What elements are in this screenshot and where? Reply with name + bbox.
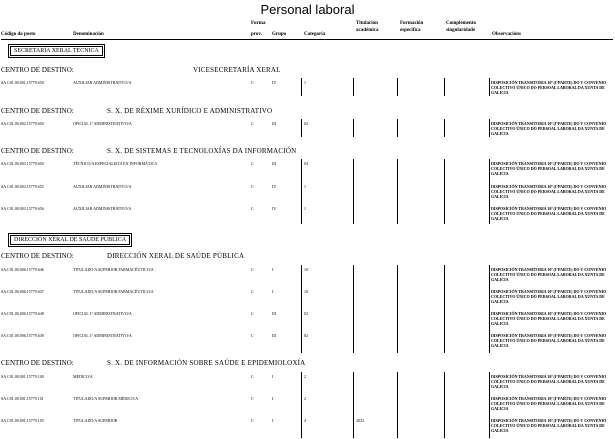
header-grupo: Grupo [272,32,287,37]
row-observacions: DISPOSICIÓN TRANSITORIA 10ª (I°PARTE) DO V CONVENIO COLECTIVO ÚNICO DO PERSOAL LABORAL DA XUNTA DE GALICIA [491,184,607,199]
row-code: SA.C01.00.006.15779.646 [1,267,44,272]
row-forma: C [251,374,254,379]
row-forma: C [251,121,254,126]
row-grupo: III [272,333,276,338]
header-singularidade: singularidade [446,28,476,33]
row-code: SA.C01.00.006.15779.647 [1,289,44,294]
centro-name: S. X. DE INFORMACIÓN SOBRE SAÚDE E EPIDEMIOLOXÍA [107,359,306,367]
row-grupo: IV [272,184,277,189]
row-denominacion: TITULADO/A SUPERIOR FARMACÉUTICO/A [73,289,154,294]
row-code: SA.C01.00.006.15779.648 [1,311,44,316]
header-academica: académica [356,28,379,33]
header-prov: prov. [251,32,262,37]
centro-label: CENTRO DE DESTINO: [1,107,74,115]
header-denominacion: Denominación [73,32,104,37]
centro-label: CENTRO DE DESTINO: [1,252,74,260]
row-forma: C [251,206,254,211]
row-categoria: 1 [304,80,306,85]
row-observacions: DISPOSICIÓN TRANSITORIA 10ª (I°PARTE) DO V CONVENIO COLECTIVO ÚNICO DO PERSOAL LABORAL DA XUNTA DE GALICIA [491,418,607,433]
row-forma: C [251,184,254,189]
row-forma: C [251,311,254,316]
row-grupo: I [272,289,274,294]
row-categoria: 10 [304,289,308,294]
row-observacions: DISPOSICIÓN TRANSITORIA 10ª (I°PARTE) DO V CONVENIO COLECTIVO ÚNICO DO PERSOAL LABORAL DA XUNTA DE GALICIA [491,267,607,282]
row-forma: C [251,289,254,294]
row-denominacion: OFICIAL 1ª ADMINISTRATIVO/A [73,311,132,316]
page-title: Personal laboral [260,2,355,17]
row-code: SA.C01.00.001.15779.101 [1,396,44,401]
row-observacions: DISPOSICIÓN TRANSITORIA 10ª (I°PARTE) DO V CONVENIO COLECTIVO ÚNICO DO PERSOAL LABORAL DA XUNTA DE GALICIA [491,206,607,221]
row-denominacion: TÉCNICO/A ESPECIALISTA EN INFORMÁTICA [73,161,158,166]
row-code: SA.C01.00.001.15779.100 [1,374,44,379]
row-grupo: III [272,161,276,166]
header-codigo: Código do posto [1,32,36,37]
row-forma: C [251,267,254,272]
header-titulacion: Titulación [356,21,378,26]
row-categoria: 2 [304,374,306,379]
centro-name: S. X. DE RÉXIME XURÍDICO E ADMINISTRATIVO [107,107,273,115]
row-forma: C [251,396,254,401]
row-forma: C [251,161,254,166]
row-denominacion: AUXILIAR ADMINISTRATIVO/A [73,206,132,211]
row-grupo: IV [272,206,277,211]
row-categoria: 04 [304,161,308,166]
row-categoria: 1 [304,206,306,211]
row-forma: C [251,80,254,85]
section-box: SECRETARÍA XERAL TÉCNICA [10,46,103,56]
row-grupo: I [272,396,274,401]
row-observacions: DISPOSICIÓN TRANSITORIA 10ª (I°PARTE) DO V CONVENIO COLECTIVO ÚNICO DO PERSOAL LABORAL DA XUNTA DE GALICIA [491,121,607,136]
row-code: SA.C01.00.003.15779.650 [1,161,44,166]
row-denominacion: AUXILIAR ADMINISTRATIVO/A [73,80,132,85]
row-code: SA.C01.00.003.15779.656 [1,206,44,211]
row-observacions: DISPOSICIÓN TRANSITORIA 10ª (I°PARTE) DO V CONVENIO COLECTIVO ÚNICO DO PERSOAL LABORAL DA XUNTA DE GALICIA [491,161,607,176]
row-forma: C [251,333,254,338]
row-denominacion: TITULADO/A SUPERIOR MÉDICO/A [73,396,139,401]
centro-name: S. X. DE SISTEMAS E TECNOLOXÍAS DA INFORMACIÓN [107,147,297,155]
row-observacions: DISPOSICIÓN TRANSITORIA 10ª (I°PARTE) DO V CONVENIO COLECTIVO ÚNICO DO PERSOAL LABORAL DA XUNTA DE GALICIA [491,80,607,95]
header-formacion: Formación [400,21,424,26]
header-complemento: Complemento [446,21,476,26]
row-denominacion: TITULADO/A SUPERIOR FARMACÉUTICO/A [73,267,154,272]
row-grupo: III [272,121,276,126]
row-observacions: DISPOSICIÓN TRANSITORIA 10ª (I°PARTE) DO V CONVENIO COLECTIVO ÚNICO DO PERSOAL LABORAL DA XUNTA DE GALICIA [491,374,607,389]
row-grupo: I [272,418,274,423]
section-box: DIRECCIÓN XERAL DE SAÚDE PÚBLICA [10,235,130,245]
row-observacions: DISPOSICIÓN TRANSITORIA 10ª (I°PARTE) DO V CONVENIO COLECTIVO ÚNICO DO PERSOAL LABORAL DA XUNTA DE GALICIA [491,333,607,348]
centro-label: CENTRO DE DESTINO: [1,359,74,367]
header-observacions: Observacións [492,32,521,37]
row-categoria: 2 [304,396,306,401]
header-forma: Forma [251,21,266,26]
row-forma: C [251,418,254,423]
row-categoria: 02 [304,121,308,126]
row-denominacion: OFICIAL 1ª ADMINISTRATIVO/A [73,333,132,338]
centro-label: CENTRO DE DESTINO: [1,147,74,155]
row-categoria: 4 [304,418,306,423]
row-denominacion: TITULADO/A SUPERIOR [73,418,118,423]
row-code: SA.C01.00.001.15779.650 [1,80,44,85]
header-categoria: Categoría [304,32,326,37]
row-code: SA.C01.00.006.15779.649 [1,333,44,338]
row-code: SA.C01.00.002.15779.650 [1,121,44,126]
row-denominacion: OFICIAL 1ª ADMINISTRATIVO/A [73,121,132,126]
row-categoria: 02 [304,333,308,338]
row-grupo: IV [272,80,277,85]
centro-label: CENTRO DE DESTINO: [1,66,74,74]
row-observacions: DISPOSICIÓN TRANSITORIA 10ª (I°PARTE) DO V CONVENIO COLECTIVO ÚNICO DO PERSOAL LABORAL DA XUNTA DE GALICIA [491,311,607,326]
centro-name: VICESECRETARÍA XERAL [193,66,281,74]
row-denominacion: MÉDICO/A [73,374,93,379]
row-grupo: I [272,267,274,272]
row-categoria: 1 [304,184,306,189]
row-observacions: DISPOSICIÓN TRANSITORIA 10ª (I°PARTE) DO V CONVENIO COLECTIVO ÚNICO DO PERSOAL LABORAL DA XUNTA DE GALICIA [491,396,607,411]
row-denominacion: AUXILIAR ADMINISTRATIVO/A [73,184,132,189]
row-grupo: I [272,374,274,379]
row-observacions: DISPOSICIÓN TRANSITORIA 10ª (I°PARTE) DO V CONVENIO COLECTIVO ÚNICO DO PERSOAL LABORAL DA XUNTA DE GALICIA [491,289,607,304]
row-code: SA.C01.00.001.15779.105 [1,418,44,423]
row-grupo: III [272,311,276,316]
header-rule [1,39,613,40]
header-especifica: específica [400,28,421,33]
row-categoria: 02 [304,311,308,316]
centro-name: DIRECCIÓN XERAL DE SAÚDE PÚBLICA [107,252,245,260]
row-titulacion: 2032 [356,418,364,423]
row-code: SA.C01.00.003.15779.655 [1,184,44,189]
row-categoria: 10 [304,267,308,272]
